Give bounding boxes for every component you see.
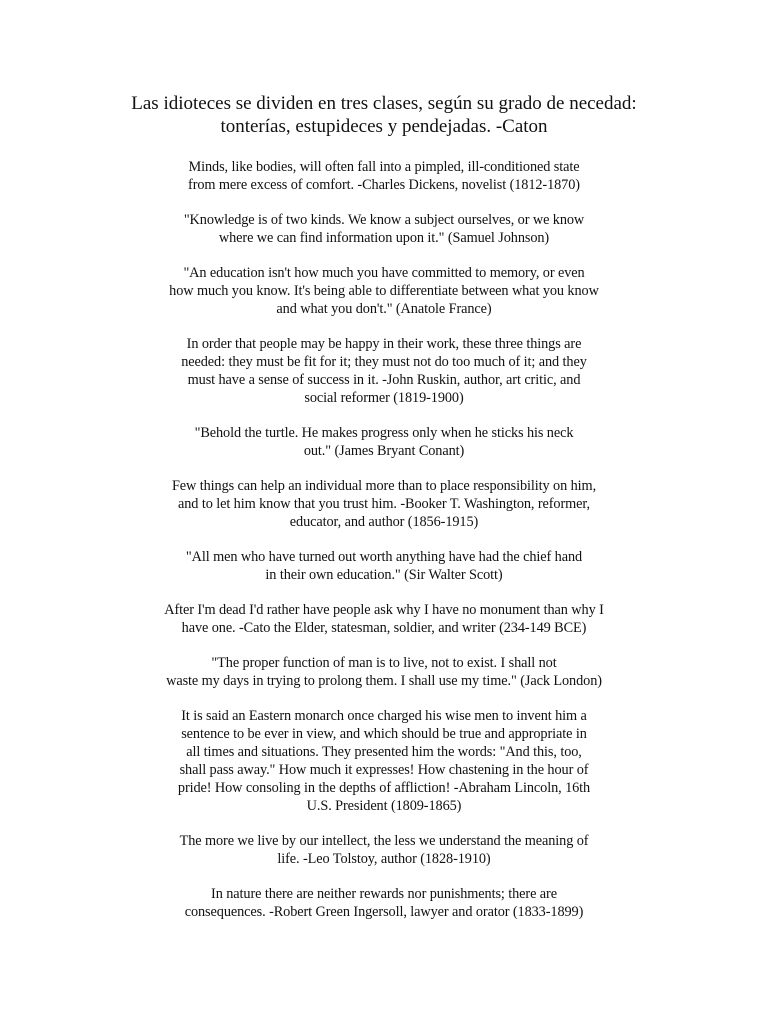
page-title (0, 92, 768, 138)
quote-line: all times and situations. They presented him the words: "And this, too, (186, 744, 582, 760)
quote-paragraph (0, 424, 768, 460)
quote-line: pride! How consoling in the depths of affliction! -Abraham Lincoln, 16th (177, 780, 591, 796)
quote-paragraph (0, 158, 768, 194)
quote-line: consequences. -Robert Green Ingersoll, lawyer and orator (1833-1899) (184, 904, 584, 920)
quote-line: social reformer (1819-1900) (304, 390, 464, 406)
quote-line: and what you don't." (Anatole France) (276, 301, 492, 317)
quote-paragraph (0, 601, 768, 637)
document-page (0, 92, 768, 938)
quote-line: Minds, like bodies, will often fall into a pimpled, ill-conditioned state (188, 159, 580, 175)
quote-line: waste my days in trying to prolong them. I shall use my time." (Jack London) (166, 673, 602, 689)
quote-line: In nature there are neither rewards nor punishments; there are (211, 886, 557, 902)
quote-line: U.S. President (1809-1865) (306, 798, 462, 814)
quote-line: shall pass away." How much it expresses! How chastening in the hour of (179, 762, 589, 778)
quote-line: "Behold the turtle. He makes progress only when he sticks his neck (194, 425, 574, 441)
quote-line: life. -Leo Tolstoy, author (1828-1910) (277, 851, 491, 867)
quote-line: out." (James Bryant Conant) (303, 443, 465, 459)
quote-line: and to let him know that you trust him. -Booker T. Washington, reformer, (178, 496, 590, 512)
quote-line: It is said an Eastern monarch once charged his wise men to invent him a (181, 708, 587, 724)
quote-paragraph (0, 707, 768, 815)
quote-line: The more we live by our intellect, the less we understand the meaning of (179, 833, 589, 849)
quote-line: needed: they must be fit for it; they must not do too much of it; and they (181, 354, 587, 370)
quote-paragraph (0, 548, 768, 584)
quote-line: in their own education." (Sir Walter Scott) (265, 567, 503, 583)
quote-paragraph (0, 477, 768, 531)
quote-line: After I'm dead I'd rather have people ask why I have no monument than why I (164, 602, 604, 618)
quote-line: have one. -Cato the Elder, statesman, soldier, and writer (234-149 BCE) (181, 620, 587, 636)
quote-paragraph (0, 832, 768, 868)
quote-line: In order that people may be happy in their work, these three things are (186, 336, 582, 352)
title-line: Las idioteces se dividen en tres clases, según su grado de necedad: (131, 93, 637, 114)
quote-line: how much you know. It's being able to differentiate between what you know (169, 283, 599, 299)
title-line: tonterías, estupideces y pendejadas. -Caton (220, 116, 548, 137)
quote-paragraph (0, 264, 768, 318)
quote-line: from mere excess of comfort. -Charles Dickens, novelist (1812-1870) (188, 177, 580, 193)
quote-paragraph (0, 211, 768, 247)
quote-line: "The proper function of man is to live, not to exist. I shall not (211, 655, 557, 671)
quote-line: sentence to be ever in view, and which should be true and appropriate in (181, 726, 587, 742)
quote-line: "An education isn't how much you have committed to memory, or even (183, 265, 585, 281)
quote-paragraph (0, 654, 768, 690)
quote-paragraph (0, 885, 768, 921)
quote-line: educator, and author (1856-1915) (289, 514, 479, 530)
quote-line: must have a sense of success in it. -John Ruskin, author, art critic, and (187, 372, 581, 388)
quote-paragraph (0, 335, 768, 407)
quote-line: Few things can help an individual more than to place responsibility on him, (171, 478, 597, 494)
quote-line: where we can find information upon it." (Samuel Johnson) (218, 230, 550, 246)
quote-line: "Knowledge is of two kinds. We know a subject ourselves, or we know (183, 212, 585, 228)
quote-line: "All men who have turned out worth anything have had the chief hand (185, 549, 583, 565)
